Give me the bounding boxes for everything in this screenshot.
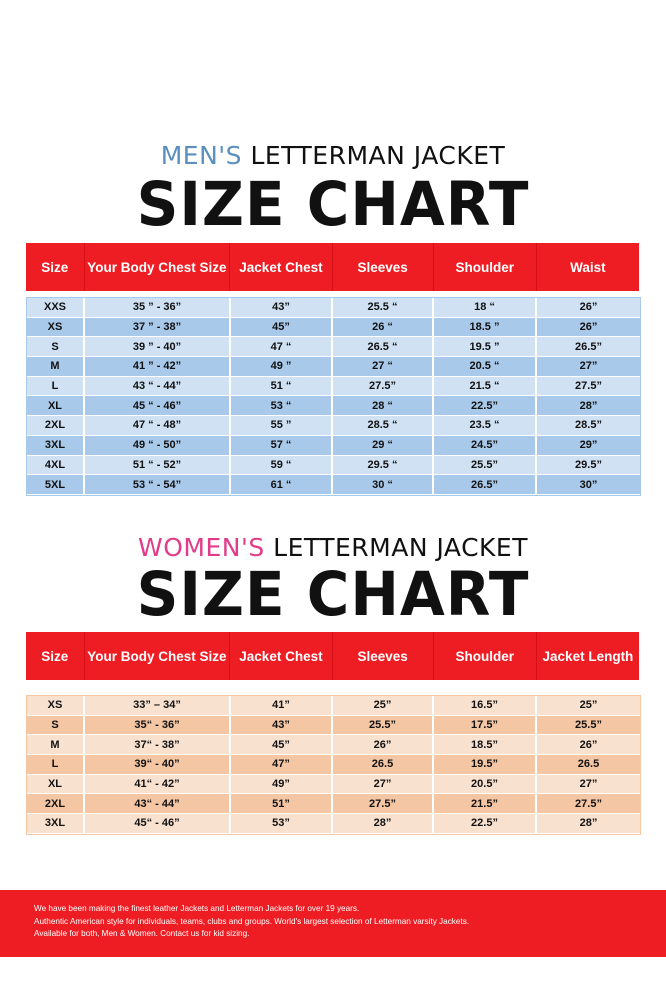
men-table-cell: 43 “ - 44”	[85, 377, 231, 397]
women-table-cell: 18.5”	[434, 735, 537, 755]
women-table-cell: 17.5”	[434, 716, 537, 736]
men-table-cell: 29.5”	[537, 456, 640, 476]
men-table-row	[27, 475, 640, 495]
women-table-cell: 35“ - 36”	[85, 716, 231, 736]
men-table-row	[27, 456, 640, 476]
women-table-cell: 26.5	[537, 755, 640, 775]
men-header-cell: Size	[26, 243, 85, 291]
women-table-cell: 45“ - 46”	[85, 814, 231, 834]
men-table-cell: 53 “	[231, 396, 333, 416]
men-table-cell: 55 ”	[231, 416, 333, 436]
men-table-row	[27, 318, 640, 338]
women-table-cell: 20.5”	[434, 775, 537, 795]
men-table-cell: L	[27, 377, 85, 397]
women-table-cell: 26.5	[333, 755, 434, 775]
men-table-cell: 25.5”	[434, 456, 537, 476]
women-size-chart-heading: SIZE CHART	[136, 558, 530, 630]
women-table-cell: 2XL	[27, 794, 85, 814]
women-size-table	[26, 695, 641, 835]
women-table-cell: 25”	[537, 696, 640, 716]
men-table-cell: 3XL	[27, 436, 85, 456]
women-table-cell: 41“ - 42”	[85, 775, 231, 795]
men-table-cell: 53 “ - 54”	[85, 475, 231, 495]
women-table-cell: S	[27, 716, 85, 736]
men-table-cell: 28”	[537, 396, 640, 416]
men-header-cell: Shoulder	[434, 243, 537, 291]
men-table-cell: XL	[27, 396, 85, 416]
men-table-cell: 18 “	[434, 298, 537, 318]
men-table-cell: 29.5 “	[333, 456, 434, 476]
women-table-cell: XL	[27, 775, 85, 795]
women-table-cell: 39“ - 40”	[85, 755, 231, 775]
men-table-cell: 61 “	[231, 475, 333, 495]
women-table-row	[27, 696, 640, 716]
men-table-row	[27, 377, 640, 397]
women-table-cell: 28”	[333, 814, 434, 834]
women-table-cell: 53”	[231, 814, 333, 834]
women-table-row	[27, 755, 640, 775]
men-table-cell: 26”	[537, 318, 640, 338]
men-table-cell: 29 “	[333, 436, 434, 456]
men-table-cell: 26.5”	[434, 475, 537, 495]
men-size-table	[26, 297, 641, 496]
women-title-accent: WOMEN'S	[138, 533, 265, 562]
men-table-cell: 28.5”	[537, 416, 640, 436]
men-table-cell: 26.5 “	[333, 337, 434, 357]
men-table-cell: 51 “	[231, 377, 333, 397]
men-section-title	[0, 141, 666, 170]
women-table-cell: 19.5”	[434, 755, 537, 775]
men-table-cell: 35 ” - 36”	[85, 298, 231, 318]
men-table-cell: 24.5”	[434, 436, 537, 456]
men-header-cell: Waist	[570, 259, 606, 275]
men-table-cell: 4XL	[27, 456, 85, 476]
footer-line-2: Authentic American style for individuals, teams, clubs and groups. World's largest selection of Letterman varsity Jackets.	[34, 916, 470, 926]
women-table-cell: 51”	[231, 794, 333, 814]
men-table-cell: 57 “	[231, 436, 333, 456]
men-table-cell: 5XL	[27, 475, 85, 495]
women-header-cell: Jacket Length	[542, 648, 634, 664]
men-table-cell: 28.5 “	[333, 416, 434, 436]
men-table-row	[27, 396, 640, 416]
men-title-accent: MEN'S	[160, 141, 243, 170]
women-table-cell: 28”	[537, 814, 640, 834]
men-title-rest: LETTERMAN JACKET	[242, 141, 506, 170]
men-table-row	[27, 337, 640, 357]
women-table-row	[27, 716, 640, 736]
men-table-cell: 47 “	[231, 337, 333, 357]
men-table-row	[27, 416, 640, 436]
men-table-cell: 30”	[537, 475, 640, 495]
women-table-cell: XS	[27, 696, 85, 716]
men-table-cell: 26 “	[333, 318, 434, 338]
men-table-row	[27, 298, 640, 318]
men-table-cell: 43”	[231, 298, 333, 318]
women-header-cell: Shoulder	[434, 632, 537, 680]
men-table-cell: M	[27, 357, 85, 377]
men-table-cell: 2XL	[27, 416, 85, 436]
men-table-cell: 49 ”	[231, 357, 333, 377]
men-table-cell: 26”	[537, 298, 640, 318]
men-table-cell: 49 “ - 50”	[85, 436, 231, 456]
men-header-cell: Jacket Chest	[230, 243, 332, 291]
women-table-cell: 3XL	[27, 814, 85, 834]
women-header-cell: Your Body Chest Size	[85, 632, 231, 680]
men-table-cell: 25.5 “	[333, 298, 434, 318]
women-table-cell: L	[27, 755, 85, 775]
men-table-cell: 30 “	[333, 475, 434, 495]
men-table-cell: 45”	[231, 318, 333, 338]
men-table-cell: 19.5 ”	[434, 337, 537, 357]
women-table-row	[27, 775, 640, 795]
men-table-cell: 39 ” - 40”	[85, 337, 231, 357]
women-table-cell: 41”	[231, 696, 333, 716]
women-header-cell: Size	[26, 632, 85, 680]
men-table-cell: 59 “	[231, 456, 333, 476]
women-table-cell: 27.5”	[333, 794, 434, 814]
men-table-cell: XS	[27, 318, 85, 338]
men-table-cell: 26.5”	[537, 337, 640, 357]
women-title-rest: LETTERMAN JACKET	[264, 533, 528, 562]
women-header-cell: Sleeves	[333, 632, 434, 680]
men-header-cell: Sleeves	[333, 243, 434, 291]
men-table-cell: 27”	[537, 357, 640, 377]
men-table-cell: 29”	[537, 436, 640, 456]
men-table-cell: S	[27, 337, 85, 357]
women-table-header	[26, 632, 639, 680]
women-table-cell: 26”	[333, 735, 434, 755]
men-table-cell: 47 “ - 48”	[85, 416, 231, 436]
women-table-cell: 27”	[537, 775, 640, 795]
men-table-cell: 27.5”	[537, 377, 640, 397]
women-header-cell: Jacket Chest	[230, 632, 332, 680]
men-table-cell: 51 “ - 52”	[85, 456, 231, 476]
men-table-row	[27, 436, 640, 456]
women-table-cell: 22.5”	[434, 814, 537, 834]
women-table-cell: 33” – 34”	[85, 696, 231, 716]
men-table-cell: 21.5 “	[434, 377, 537, 397]
men-size-chart-heading: SIZE CHART	[136, 168, 530, 240]
footer-line-3: Available for both, Men & Women. Contact us for kid sizing.	[34, 929, 250, 938]
women-table-cell: 21.5”	[434, 794, 537, 814]
women-table-cell: 43”	[231, 716, 333, 736]
women-table-cell: 25.5”	[537, 716, 640, 736]
women-table-row	[27, 814, 640, 834]
women-table-cell: 27.5”	[537, 794, 640, 814]
men-table-cell: 27.5”	[333, 377, 434, 397]
men-table-cell: 22.5”	[434, 396, 537, 416]
men-table-cell: XXS	[27, 298, 85, 318]
men-table-cell: 27 “	[333, 357, 434, 377]
men-header-cell: Your Body Chest Size	[85, 243, 231, 291]
men-table-cell: 41 ” - 42”	[85, 357, 231, 377]
men-table-cell: 18.5 ”	[434, 318, 537, 338]
women-table-cell: 45”	[231, 735, 333, 755]
footer-line-1: We have been making the finest leather Jackets and Letterman Jackets for over 19 years.	[34, 904, 360, 913]
women-table-cell: 16.5”	[434, 696, 537, 716]
women-table-row	[27, 794, 640, 814]
women-table-cell: 27”	[333, 775, 434, 795]
women-table-cell: M	[27, 735, 85, 755]
men-table-row	[27, 357, 640, 377]
women-table-cell: 43“ - 44”	[85, 794, 231, 814]
men-table-header	[26, 243, 639, 291]
footer-banner	[0, 890, 666, 957]
men-table-cell: 23.5 “	[434, 416, 537, 436]
women-table-row	[27, 735, 640, 755]
men-table-cell: 45 “ - 46”	[85, 396, 231, 416]
women-table-cell: 49”	[231, 775, 333, 795]
women-table-cell: 26”	[537, 735, 640, 755]
women-table-cell: 25.5”	[333, 716, 434, 736]
women-table-cell: 47”	[231, 755, 333, 775]
men-table-cell: 20.5 “	[434, 357, 537, 377]
women-table-cell: 25”	[333, 696, 434, 716]
men-table-cell: 37 ” - 38”	[85, 318, 231, 338]
women-table-cell: 37“ - 38”	[85, 735, 231, 755]
men-table-cell: 28 “	[333, 396, 434, 416]
